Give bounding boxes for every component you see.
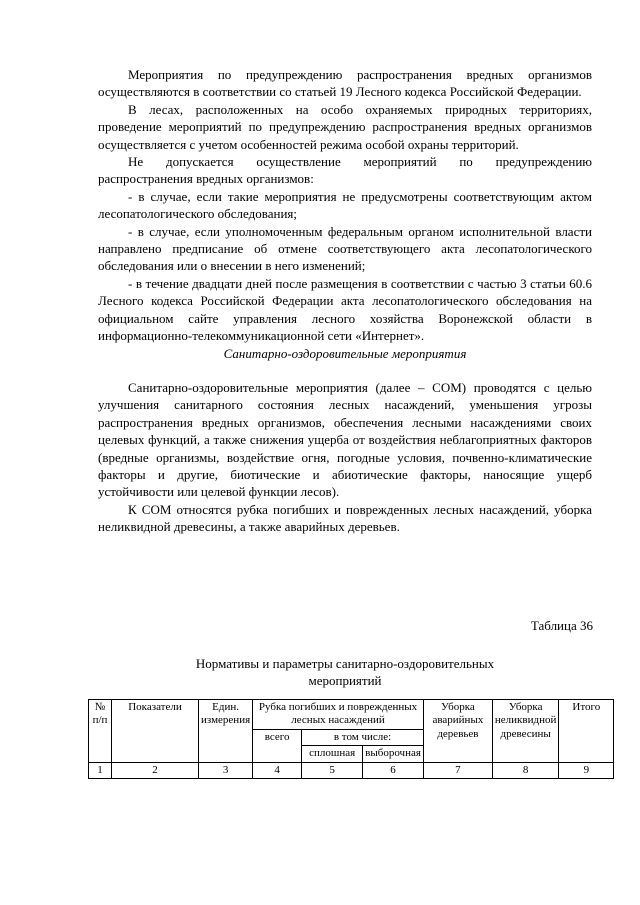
header-including: в том числе: bbox=[302, 729, 424, 745]
col-num-cell: 3 bbox=[199, 762, 253, 778]
section-heading: Санитарно-оздоровительные мероприятия bbox=[223, 345, 467, 361]
body-text bbox=[98, 66, 592, 536]
table-title-line-1: Нормативы и параметры санитарно-оздоровительных bbox=[195, 656, 495, 671]
table-numbering-row bbox=[89, 762, 614, 778]
header-total: всего bbox=[253, 729, 302, 762]
header-itogo: Итого bbox=[559, 700, 614, 763]
header-nonliquid: Уборка неликвидной древесины bbox=[492, 700, 558, 763]
paragraph-8: К СОМ относятся рубка погибших и поврежденных лесных насаждений, уборка неликвидной древесины, а также аварийных деревьев. bbox=[98, 501, 592, 535]
header-num: № п/п bbox=[89, 700, 112, 763]
col-num-cell: 5 bbox=[302, 762, 363, 778]
paragraph-2: В лесах, расположенных на особо охраняемых природных территориях, проведение мероприятий по предупреждению распространения вредных организмов осуществляется с учетом особенностей режима особой охраны территорий. bbox=[98, 101, 592, 152]
col-num-cell: 8 bbox=[492, 762, 558, 778]
header-clear: сплошная bbox=[302, 746, 363, 762]
col-num-cell: 1 bbox=[89, 762, 112, 778]
col-num-cell: 6 bbox=[363, 762, 424, 778]
table-caption: Таблица 36 bbox=[530, 618, 593, 633]
list-item-2: - в случае, если уполномоченным федеральным органом исполнительной власти направлено предписание об отмене соответствующего акта лесопатологического обследования или о внесении в него изменений; bbox=[98, 223, 592, 274]
table-header-row-1 bbox=[89, 700, 614, 730]
header-unit: Един. измерения bbox=[199, 700, 253, 763]
col-num-cell: 2 bbox=[112, 762, 199, 778]
header-indicators: Показатели bbox=[112, 700, 199, 763]
list-item-1: - в случае, если такие мероприятия не предусмотрены соответствующим актом лесопатологического обследования; bbox=[98, 188, 592, 222]
paragraph-1: Мероприятия по предупреждению распространения вредных организмов осуществляются в соответствии со статьей 19 Лесного кодекса Российской Федерации. bbox=[98, 67, 592, 100]
paragraph-3: Не допускается осуществление мероприятий по предупреждению распространения вредных организмов: bbox=[98, 154, 592, 187]
spacer bbox=[98, 362, 592, 379]
table-title-line-2: мероприятий bbox=[308, 673, 382, 689]
col-num-cell: 7 bbox=[423, 762, 492, 778]
header-felling: Рубка погибших и поврежденных лесных насаждений bbox=[253, 700, 424, 730]
header-emergency: Уборка аварийных деревьев bbox=[423, 700, 492, 763]
table-title bbox=[98, 655, 592, 690]
col-num-cell: 9 bbox=[559, 762, 614, 778]
norms-table bbox=[88, 699, 614, 779]
paragraph-7: Санитарно-оздоровительные мероприятия (далее – СОМ) проводятся с целью улучшения санитарного состояния лесных насаждений, уменьшения угрозы распространения вредных организмов, обеспечения лесными насаждениями своих целевых функций, а также снижения ущерба от воздействия неблагоприятных факторов (вредные организмы, воздействие огня, погодные условия, почвенно-климатические факторы и другие, биотические и абиотические факторы, наносящие ущерб устойчивости или целевой функции лесов). bbox=[98, 379, 592, 500]
col-num-cell: 4 bbox=[253, 762, 302, 778]
header-selective: выборочная bbox=[363, 746, 424, 762]
list-item-3: - в течение двадцати дней после размещения в соответствии с частью 3 статьи 60.6 Лесного кодекса Российской Федерации акта лесопатологического обследования на официальном сайте управления лесного хозяйства Воронежской области в информационно-телекоммуникационной сети «Интернет». bbox=[98, 275, 592, 344]
